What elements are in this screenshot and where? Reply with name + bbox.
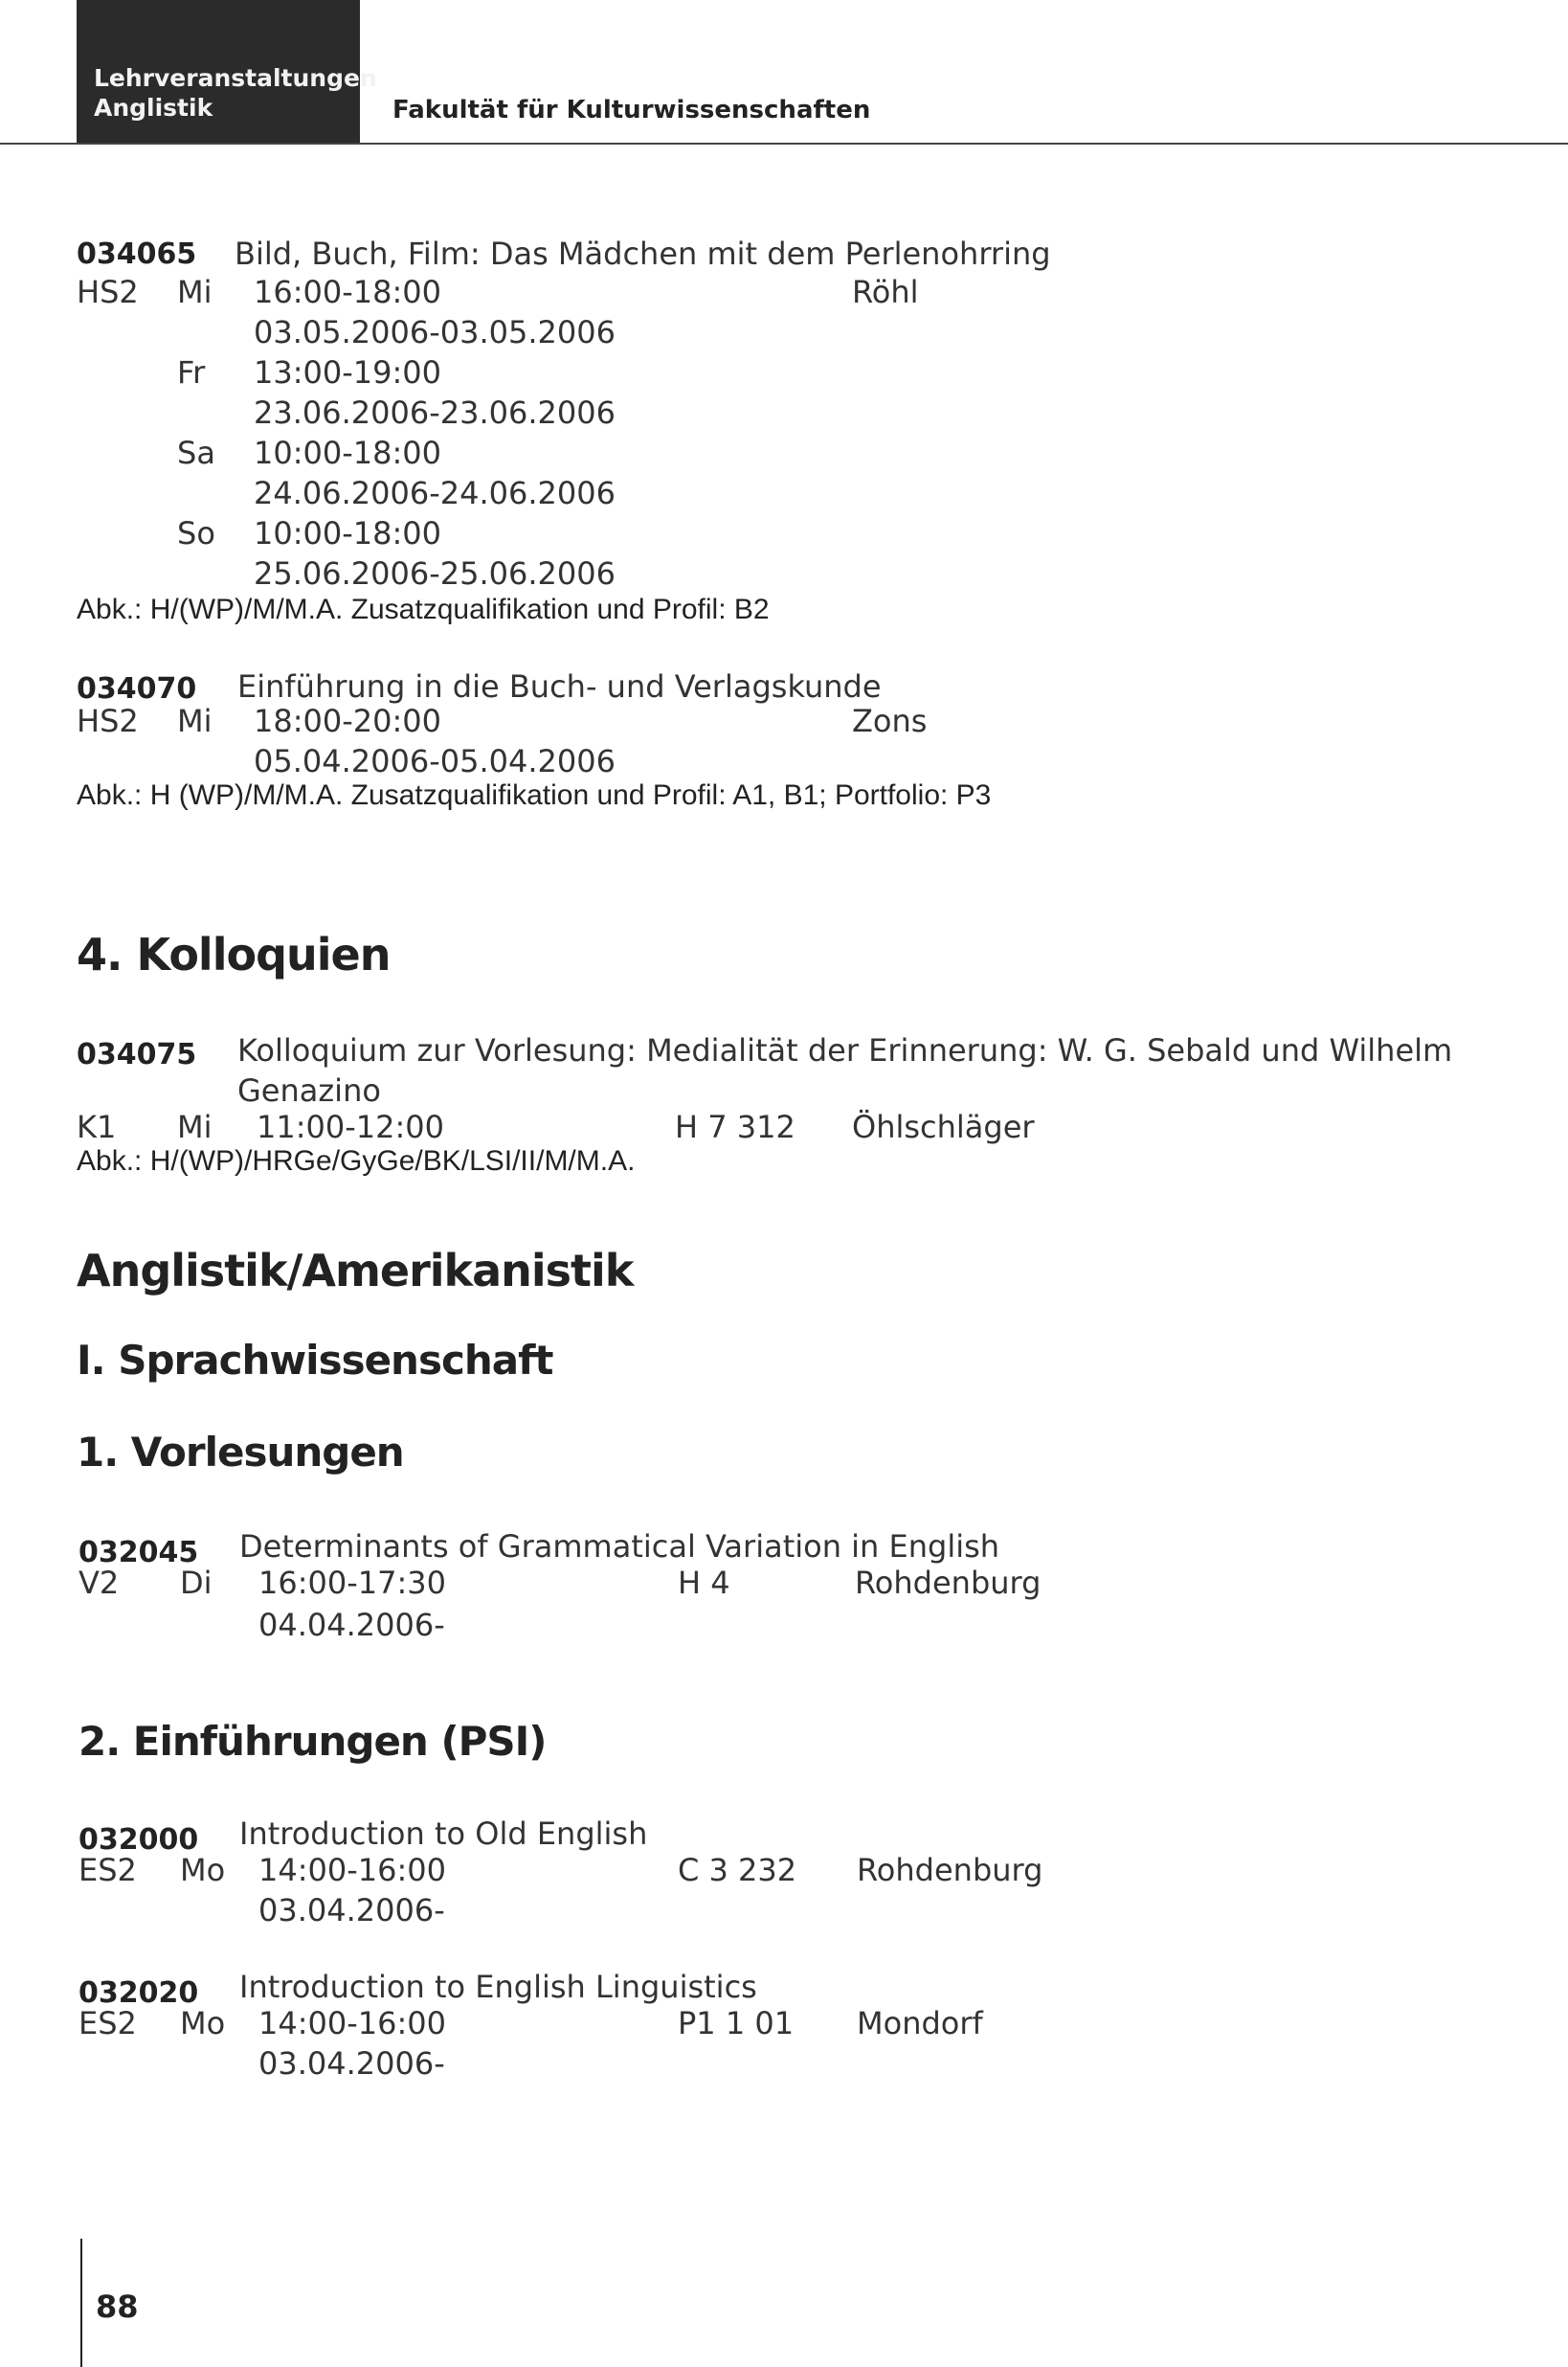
course-instructor: Öhlschläger — [852, 1109, 1035, 1145]
header-rule — [0, 143, 1568, 145]
course-title: Einführung in die Buch- und Verlagskunde — [237, 668, 882, 705]
session-time: 16:00-17:30 — [258, 1565, 446, 1601]
course-instructor: Rohdenburg — [857, 1852, 1043, 1888]
session-time: 18:00-20:00 — [254, 703, 441, 739]
section-heading-kolloquien: 4. Kolloquien — [77, 929, 391, 981]
header-faculty: Fakultät für Kulturwissenschaften — [392, 96, 871, 124]
session-time: 16:00-18:00 — [254, 274, 441, 310]
course-type: HS2 — [77, 274, 139, 310]
course-title: Introduction to English Linguistics — [239, 1969, 757, 2005]
session-dates: 04.04.2006- — [258, 1607, 445, 1643]
course-type: K1 — [77, 1109, 117, 1145]
session-day: Mi — [177, 274, 213, 310]
page-number: 88 — [96, 2288, 139, 2325]
course-abk: Abk.: H/(WP)/HRGe/GyGe/BK/LSI/II/M/M.A. — [77, 1145, 636, 1177]
course-room: H 4 — [678, 1565, 730, 1601]
course-number: 034075 — [77, 1038, 197, 1071]
session-day: Di — [180, 1565, 213, 1601]
session-dates: 05.04.2006-05.04.2006 — [254, 743, 616, 779]
session-time: 14:00-16:00 — [258, 1852, 446, 1888]
footer-rule — [80, 2239, 82, 2367]
course-abk: Abk.: H/(WP)/M/M.A. Zusatzqualifikation und Profil: B2 — [77, 594, 770, 625]
header-box-title: Lehrveranstaltungen — [94, 64, 377, 92]
course-number: 034070 — [77, 672, 197, 706]
course-number: 032045 — [78, 1536, 199, 1569]
session-dates: 03.04.2006- — [258, 1892, 445, 1928]
course-title: Bild, Buch, Film: Das Mädchen mit dem Perlenohrring — [235, 236, 1051, 272]
section-heading-einfuehrungen: 2. Einführungen (PSI) — [78, 1718, 547, 1765]
session-time: 11:00-12:00 — [257, 1109, 444, 1145]
session-time: 13:00-19:00 — [254, 354, 441, 391]
session-day: Mo — [180, 1852, 226, 1888]
course-number: 032020 — [78, 1976, 199, 2010]
session-dates: 03.05.2006-03.05.2006 — [254, 314, 616, 350]
section-heading-anglistik: Anglistik/Amerikanistik — [77, 1245, 634, 1296]
session-day: Fr — [177, 354, 206, 391]
course-instructor: Rohdenburg — [855, 1565, 1042, 1601]
course-abk: Abk.: H (WP)/M/M.A. Zusatzqualifikation und Profil: A1, B1; Portfolio: P3 — [77, 779, 992, 811]
course-title: Introduction to Old English — [239, 1815, 648, 1852]
section-heading-sprachwissenschaft: I. Sprachwissenschaft — [77, 1337, 553, 1384]
course-type: ES2 — [78, 1852, 137, 1888]
course-title: Determinants of Grammatical Variation in English — [239, 1528, 1000, 1565]
session-day: Sa — [177, 435, 215, 471]
session-dates: 25.06.2006-25.06.2006 — [254, 555, 616, 592]
header-section-box — [77, 0, 377, 144]
course-type: V2 — [78, 1565, 120, 1601]
course-room: H 7 312 — [675, 1109, 795, 1145]
session-dates: 23.06.2006-23.06.2006 — [254, 394, 616, 431]
course-type: HS2 — [77, 703, 139, 739]
course-instructor: Röhl — [852, 274, 919, 310]
session-time: 14:00-16:00 — [258, 2005, 446, 2041]
course-instructor: Zons — [852, 703, 928, 739]
session-day: Mi — [177, 703, 213, 739]
course-room: C 3 232 — [678, 1852, 797, 1888]
course-number: 034065 — [77, 237, 197, 271]
session-dates: 03.04.2006- — [258, 2045, 445, 2082]
course-number: 032000 — [78, 1823, 199, 1857]
section-heading-vorlesungen: 1. Vorlesungen — [77, 1429, 404, 1476]
session-day: Mi — [177, 1109, 213, 1145]
course-title: Kolloquium zur Vorlesung: Medialität der Erinnerung: W. G. Sebald und Wilhelm — [237, 1032, 1453, 1069]
course-type: ES2 — [78, 2005, 137, 2041]
session-day: So — [177, 515, 215, 552]
course-instructor: Mondorf — [857, 2005, 983, 2041]
header-box-subtitle: Anglistik — [94, 94, 213, 122]
session-time: 10:00-18:00 — [254, 515, 441, 552]
session-dates: 24.06.2006-24.06.2006 — [254, 475, 616, 511]
course-title-continued: Genazino — [237, 1072, 381, 1109]
course-room: P1 1 01 — [678, 2005, 795, 2041]
session-time: 10:00-18:00 — [254, 435, 441, 471]
session-day: Mo — [180, 2005, 226, 2041]
